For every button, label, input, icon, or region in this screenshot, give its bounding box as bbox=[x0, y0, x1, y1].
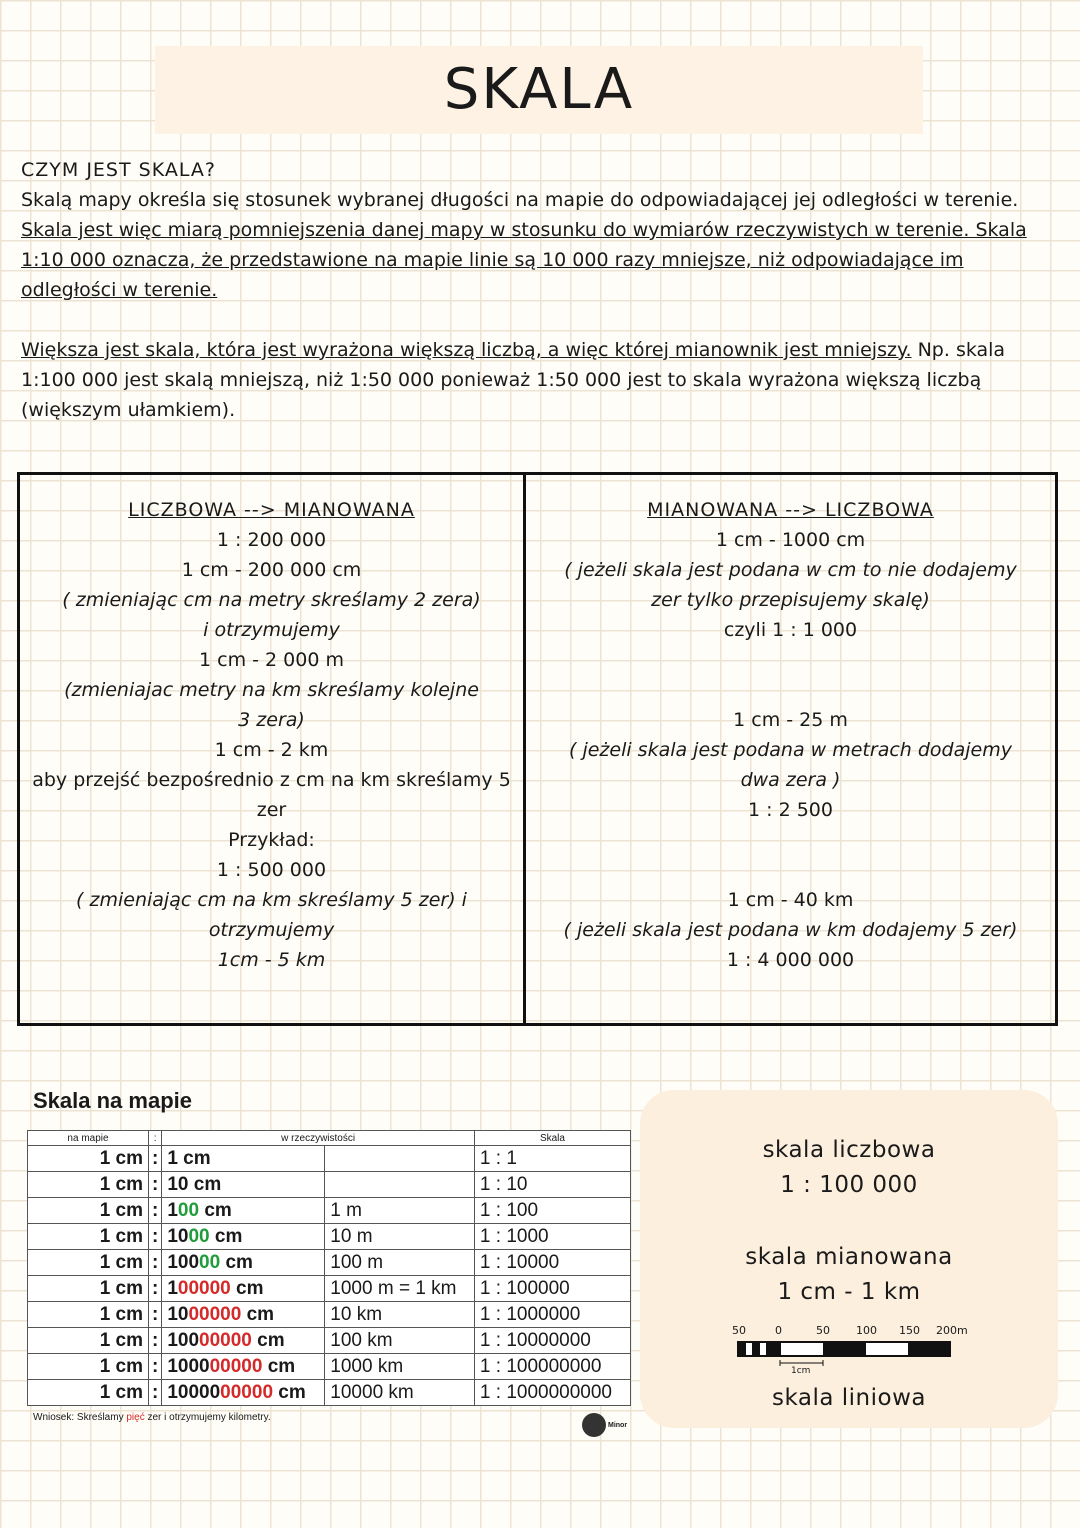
cell-sep: : bbox=[149, 1224, 162, 1250]
cell-meters: 1000 km bbox=[325, 1354, 475, 1380]
cell-map: 1 cm bbox=[28, 1276, 149, 1302]
cell-cm bbox=[162, 1328, 325, 1354]
cm-green-zeros: 00 bbox=[199, 1251, 221, 1273]
cell-sep: : bbox=[149, 1198, 162, 1224]
header-real: w rzeczywistości bbox=[162, 1131, 475, 1146]
cell-meters: 100 km bbox=[325, 1328, 475, 1354]
conv-line: 1 : 2 500 bbox=[748, 799, 833, 821]
conclusion-pre: Wniosek: Skreślamy bbox=[33, 1412, 127, 1423]
intro-p1-underlined: Skala jest więc miarą pomniejszenia danej mapy w stosunku do wymiarów rzeczywistych w terenie. Skala 1:10 000 oznacza, że przedstawione na mapie linie są 10 000 razy mniejsze, niż odpowiadające im odległości w terenie. bbox=[21, 219, 1027, 301]
cell-cm bbox=[162, 1276, 325, 1302]
conv-note: ( jeżeli skala jest podana w km dodajemy 5 zer) bbox=[563, 919, 1018, 941]
cell-scale: 1 : 1000000000 bbox=[474, 1380, 630, 1406]
table-row bbox=[28, 1276, 631, 1302]
scale-types-box bbox=[640, 1090, 1058, 1428]
conclusion-highlight: pięć bbox=[126, 1412, 145, 1423]
intro-p1-plain: Skalą mapy określa się stosunek wybranej długości na mapie do odpowiadającej jej odległości w terenie. bbox=[21, 189, 1019, 211]
cm-red-zeros: 00000 bbox=[199, 1329, 252, 1351]
cm-digits: 10 bbox=[167, 1303, 189, 1325]
page-title: SKALA bbox=[443, 57, 635, 122]
table-row bbox=[28, 1224, 631, 1250]
cell-cm bbox=[162, 1354, 325, 1380]
cell-scale: 1 : 10000000 bbox=[474, 1328, 630, 1354]
conv-line: 1 cm - 200 000 cm bbox=[181, 559, 362, 581]
conv-line: aby przejść bezpośrednio z cm na km skreślamy 5 zer bbox=[32, 769, 511, 821]
cm-unit: cm bbox=[241, 1303, 275, 1325]
cell-sep: : bbox=[149, 1146, 162, 1172]
header-scale: Skala bbox=[474, 1131, 630, 1146]
cell-map: 1 cm bbox=[28, 1354, 149, 1380]
conv-line: 1 cm - 25 m bbox=[733, 709, 848, 731]
cm-digits: 10000 bbox=[167, 1381, 221, 1403]
cm-unit: cm bbox=[199, 1199, 232, 1221]
cell-meters bbox=[325, 1172, 475, 1198]
title-banner bbox=[155, 46, 923, 134]
numeric-scale-block bbox=[640, 1133, 1058, 1203]
table-row bbox=[28, 1172, 631, 1198]
conv-line: 1 : 4 000 000 bbox=[726, 949, 855, 971]
cell-cm bbox=[162, 1380, 325, 1406]
numeric-scale-label: skala liczbowa bbox=[762, 1137, 936, 1163]
cm-red-zeros: 00000 bbox=[220, 1381, 274, 1403]
table-row bbox=[28, 1250, 631, 1276]
conv-line: 1 cm - 1000 cm bbox=[715, 529, 866, 551]
cell-sep: : bbox=[149, 1328, 162, 1354]
cell-meters bbox=[325, 1146, 475, 1172]
bar-label: 50 bbox=[816, 1324, 830, 1337]
cell-cm bbox=[162, 1302, 325, 1328]
table-row bbox=[28, 1380, 631, 1406]
intro-paragraph-1 bbox=[21, 185, 1051, 305]
map-scale-title: Skala na mapie bbox=[33, 1088, 192, 1113]
cell-sep: : bbox=[149, 1302, 162, 1328]
conv-line: 1 : 500 000 bbox=[216, 859, 327, 881]
cell-scale: 1 : 100 bbox=[474, 1198, 630, 1224]
intro-paragraph-2 bbox=[21, 335, 1051, 425]
cell-meters: 1 m bbox=[325, 1198, 475, 1224]
conv-note: ( zmieniając cm na km skreślamy 5 zer) i otrzymujemy bbox=[76, 889, 467, 941]
cell-map: 1 cm bbox=[28, 1250, 149, 1276]
cm-digits: 10 bbox=[167, 1225, 189, 1247]
named-scale-value: 1 cm - 1 km bbox=[777, 1279, 921, 1305]
cm-green-zeros: 00 bbox=[177, 1199, 200, 1221]
linear-scale-label: skala liniowa bbox=[771, 1385, 926, 1411]
cell-cm bbox=[162, 1224, 325, 1250]
cell-scale: 1 : 1000 bbox=[474, 1224, 630, 1250]
named-scale-block bbox=[640, 1240, 1058, 1310]
table-row bbox=[28, 1198, 631, 1224]
bar-label: 50 bbox=[732, 1324, 746, 1337]
minor-logo bbox=[582, 1413, 627, 1437]
table-row bbox=[28, 1354, 631, 1380]
conv-note: ( jeżeli skala jest podana w metrach dodajemy dwa zera ) bbox=[569, 739, 1012, 791]
cell-cm bbox=[162, 1172, 325, 1198]
cell-map: 1 cm bbox=[28, 1198, 149, 1224]
table-row bbox=[28, 1146, 631, 1172]
conv-line: Przykład: bbox=[228, 829, 315, 851]
bar-unit-label: 1cm bbox=[791, 1366, 811, 1376]
intro-heading: CZYM JEST SKALA? bbox=[21, 159, 216, 181]
conv-note: ( jeżeli skala jest podana w cm to nie dodajemy zer tylko przepisujemy skalę) bbox=[564, 559, 1017, 611]
cm-green-zeros: 00 bbox=[188, 1225, 210, 1247]
cm-digits: 1 bbox=[167, 1277, 178, 1299]
cell-meters: 10 km bbox=[325, 1302, 475, 1328]
numeric-to-named-column bbox=[20, 475, 526, 1023]
cm-unit: cm bbox=[262, 1355, 296, 1377]
conv-line: 1cm - 5 km bbox=[217, 949, 326, 971]
conversion-table bbox=[17, 472, 1058, 1026]
conv-line: czyli 1 : 1 000 bbox=[723, 619, 858, 641]
cell-meters: 100 m bbox=[325, 1250, 475, 1276]
cm-digits: 100 bbox=[167, 1329, 200, 1351]
cm-red-zeros: 00000 bbox=[209, 1355, 263, 1377]
bar-label: 100 bbox=[856, 1324, 877, 1337]
conv-line: 1 cm - 2 km bbox=[214, 739, 329, 761]
cm-unit: cm bbox=[251, 1329, 285, 1351]
cell-sep: : bbox=[149, 1250, 162, 1276]
cm-digits: 1 bbox=[167, 1147, 178, 1169]
cm-unit: cm bbox=[220, 1251, 253, 1273]
cell-map: 1 cm bbox=[28, 1302, 149, 1328]
cm-unit: cm bbox=[273, 1381, 306, 1403]
column-header-right: MIANOWANA --> LICZBOWA bbox=[647, 499, 934, 521]
conclusion-post: zer i otrzymujemy kilometry. bbox=[144, 1412, 271, 1423]
conv-note: ( zmieniając cm na metry skreślamy 2 zera) i otrzymujemy bbox=[62, 589, 481, 641]
cell-sep: : bbox=[149, 1172, 162, 1198]
cm-unit: cm bbox=[188, 1173, 222, 1195]
cell-map: 1 cm bbox=[28, 1328, 149, 1354]
cell-meters: 10 m bbox=[325, 1224, 475, 1250]
scale-bar-graphic bbox=[728, 1324, 968, 1384]
bar-label: 150 bbox=[899, 1324, 920, 1337]
cell-sep: : bbox=[149, 1380, 162, 1406]
cell-map: 1 cm bbox=[28, 1146, 149, 1172]
cell-scale: 1 : 10 bbox=[474, 1172, 630, 1198]
header-map: na mapie bbox=[28, 1131, 149, 1146]
header-sep: : bbox=[149, 1131, 162, 1146]
intro-p2-underlined: Większa jest skala, która jest wyrażona większą liczbą, a więc której mianownik jest mniejszy. bbox=[21, 339, 912, 361]
bar-label: 200m bbox=[936, 1324, 968, 1337]
table-row bbox=[28, 1328, 631, 1354]
cell-cm bbox=[162, 1250, 325, 1276]
named-scale-label: skala mianowana bbox=[745, 1244, 953, 1270]
intro-p2-plain: Np. skala 1:100 000 jest skalą mniejszą, niż 1:50 000 ponieważ 1:50 000 jest to skala wyrażona większą liczbą (większym ułamkiem). bbox=[21, 339, 1006, 421]
cm-unit: cm bbox=[230, 1277, 264, 1299]
cell-scale: 1 : 1 bbox=[474, 1146, 630, 1172]
conv-line: 1 cm - 40 km bbox=[727, 889, 854, 911]
cm-digits: 100 bbox=[167, 1251, 200, 1273]
cell-meters: 10000 km bbox=[325, 1380, 475, 1406]
bar-label: 0 bbox=[775, 1324, 782, 1337]
numeric-scale-value: 1 : 100 000 bbox=[780, 1172, 918, 1198]
cm-digits: 1000 bbox=[167, 1355, 210, 1377]
named-to-numeric-column bbox=[526, 475, 1055, 1023]
table-row bbox=[28, 1302, 631, 1328]
column-header-left: LICZBOWA --> MIANOWANA bbox=[128, 499, 415, 521]
cm-digits: 10 bbox=[167, 1173, 189, 1195]
cell-scale: 1 : 10000 bbox=[474, 1250, 630, 1276]
conclusion-note bbox=[33, 1412, 271, 1423]
cm-unit: cm bbox=[177, 1147, 211, 1169]
logo-icon bbox=[582, 1413, 606, 1437]
cell-scale: 1 : 100000 bbox=[474, 1276, 630, 1302]
cell-map: 1 cm bbox=[28, 1224, 149, 1250]
cell-map: 1 cm bbox=[28, 1172, 149, 1198]
linear-scale-block bbox=[640, 1381, 1058, 1416]
scale-table bbox=[27, 1130, 631, 1406]
cm-unit: cm bbox=[209, 1225, 243, 1247]
cell-cm bbox=[162, 1198, 325, 1224]
cm-red-zeros: 00000 bbox=[177, 1277, 231, 1299]
conv-line: 1 cm - 2 000 m bbox=[199, 649, 344, 671]
cell-meters: 1000 m = 1 km bbox=[325, 1276, 475, 1302]
cm-red-zeros: 00000 bbox=[188, 1303, 242, 1325]
conv-note: (zmieniajac metry na km skreślamy kolejne 3 zera) bbox=[64, 679, 479, 731]
cell-map: 1 cm bbox=[28, 1380, 149, 1406]
cm-digits: 1 bbox=[167, 1199, 178, 1221]
intro-section bbox=[21, 155, 1051, 425]
cell-scale: 1 : 1000000 bbox=[474, 1302, 630, 1328]
cell-scale: 1 : 100000000 bbox=[474, 1354, 630, 1380]
logo-text: Minor bbox=[608, 1421, 628, 1429]
cell-sep: : bbox=[149, 1354, 162, 1380]
conv-line: 1 : 200 000 bbox=[216, 529, 327, 551]
cell-cm bbox=[162, 1146, 325, 1172]
cell-sep: : bbox=[149, 1276, 162, 1302]
